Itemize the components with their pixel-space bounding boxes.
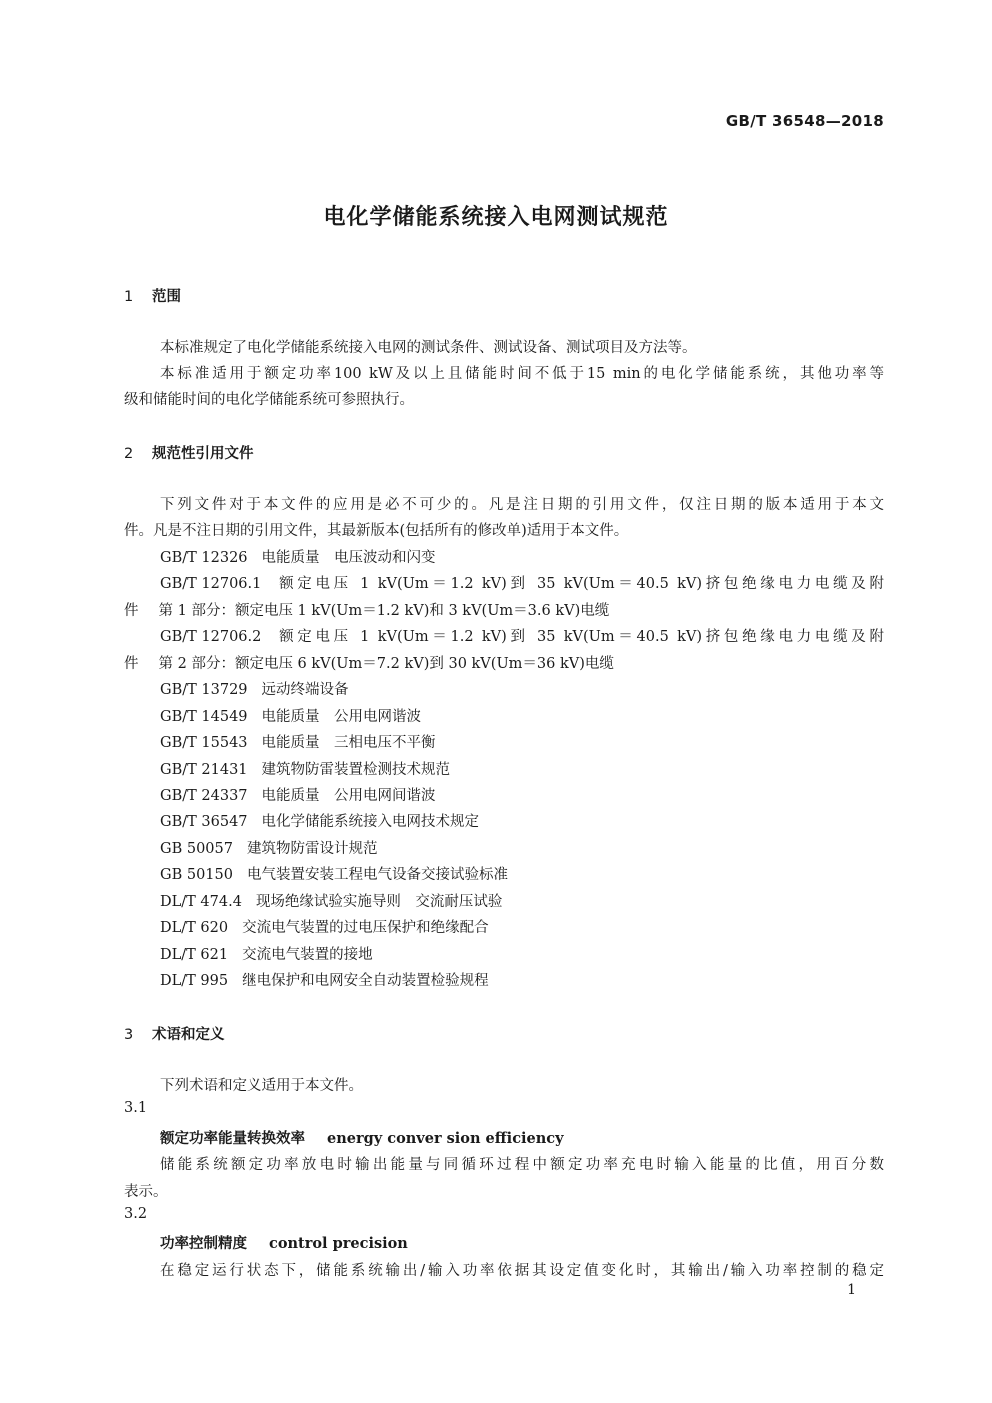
reference-code: GB/T 12706.1 [160, 576, 262, 592]
reference-code: GB/T 13729 [160, 682, 248, 698]
term-entry [160, 1127, 564, 1148]
reference-item [160, 546, 436, 567]
reference-code: GB/T 15543 [160, 735, 248, 751]
reference-title: 电能质量 电压波动和闪变 [261, 550, 436, 566]
section-title: 范围 [152, 289, 181, 305]
reference-item [160, 943, 373, 964]
reference-item [160, 784, 436, 805]
reference-code: GB/T 36547 [160, 814, 248, 830]
section-number: 1 [124, 289, 134, 305]
paragraph-line: 级和储能时间的电化学储能系统可参照执行。 [124, 392, 414, 408]
reference-item [160, 890, 502, 911]
paragraph-line: 储能系统额定功率放电时输出能量与同循环过程中额定功率充电时输入能量的比值，用百分数 [160, 1157, 884, 1173]
reference-title: 第 1 部分：额定电压 1 kV(Um＝1.2 kV)和 3 kV(Um＝3.6 kV)电缆 [158, 603, 610, 619]
reference-item [124, 599, 609, 620]
reference-title: 继电保护和电网安全自动装置检验规程 [242, 973, 489, 989]
reference-item [160, 572, 884, 593]
reference-item [160, 863, 508, 884]
reference-code: GB/T 24337 [160, 788, 248, 804]
reference-code: GB/T 21431 [160, 762, 248, 778]
reference-title: 交流电气装置的过电压保护和绝缘配合 [242, 920, 489, 936]
section-title: 术语和定义 [152, 1027, 225, 1043]
term-chinese: 额定功率能量转换效率 [160, 1131, 305, 1147]
reference-title: 第 2 部分：额定电压 6 kV(Um＝7.2 kV)到 30 kV(Um＝36 kV)电缆 [158, 656, 614, 672]
reference-item [160, 678, 349, 699]
reference-item [160, 705, 421, 726]
section-1-heading [124, 285, 181, 306]
reference-title: 额定电压 1 kV(Um＝1.2 kV)到 35 kV(Um＝40.5 kV)挤包绝缘电力电缆及附 [275, 629, 884, 645]
reference-title: 交流电气装置的接地 [242, 947, 373, 963]
page-number: 1 [847, 1282, 856, 1298]
reference-title: 建筑物防雷设计规范 [246, 841, 378, 857]
reference-item [160, 916, 489, 937]
reference-code: GB 50057 [160, 841, 233, 857]
reference-item [160, 969, 489, 990]
reference-title: 建筑物防雷装置检测技术规范 [261, 762, 451, 778]
reference-title: 额定电压 1 kV(Um＝1.2 kV)到 35 kV(Um＝40.5 kV)挤包绝缘电力电缆及附 [275, 576, 884, 592]
paragraph-line: 本标准适用于额定功率100 kW及以上且储能时间不低于15 min的电化学储能系统，其他功率等 [160, 366, 884, 382]
section-2-heading [124, 442, 254, 463]
reference-item [124, 652, 614, 673]
paragraph-line: 件。凡是不注日期的引用文件，其最新版本(包括所有的修改单)适用于本文件。 [124, 523, 629, 539]
clause-number: 3.1 [124, 1100, 148, 1116]
reference-title: 电能质量 公用电网谐波 [261, 709, 422, 725]
paragraph-line: 表示。 [124, 1184, 168, 1200]
reference-title: 电能质量 三相电压不平衡 [261, 735, 436, 751]
term-english: control precision [269, 1235, 408, 1252]
term-chinese: 功率控制精度 [160, 1236, 247, 1252]
reference-title: 现场绝缘试验实施导则 交流耐压试验 [255, 894, 503, 910]
paragraph-line: 下列术语和定义适用于本文件。 [160, 1078, 363, 1094]
reference-title: 电气装置安装工程电气设备交接试验标准 [246, 867, 508, 883]
section-number: 2 [124, 446, 134, 462]
reference-code: GB 50150 [160, 867, 233, 883]
reference-item [160, 625, 884, 646]
clause-number: 3.2 [124, 1206, 148, 1222]
section-3-heading [124, 1023, 225, 1044]
reference-code: 件 [124, 603, 139, 619]
reference-code: DL/T 995 [160, 973, 229, 989]
reference-item [160, 810, 479, 831]
reference-item [160, 731, 436, 752]
reference-code: DL/T 621 [160, 947, 229, 963]
section-title: 规范性引用文件 [152, 446, 254, 462]
standard-code: GB/T 36548—2018 [725, 112, 884, 130]
reference-code: GB/T 12326 [160, 550, 248, 566]
reference-title: 电化学储能系统接入电网技术规定 [261, 814, 480, 830]
paragraph-line: 本标准规定了电化学储能系统接入电网的测试条件、测试设备、测试项目及方法等。 [160, 340, 697, 356]
section-number: 3 [124, 1027, 134, 1043]
document-title: 电化学储能系统接入电网测试规范 [323, 205, 669, 230]
paragraph-line: 下列文件对于本文件的应用是必不可少的。凡是注日期的引用文件，仅注日期的版本适用于本文 [160, 497, 884, 513]
reference-code: 件 [124, 656, 139, 672]
reference-title: 远动终端设备 [261, 682, 349, 698]
reference-title: 电能质量 公用电网间谐波 [261, 788, 436, 804]
reference-code: GB/T 12706.2 [160, 629, 262, 645]
reference-item [160, 758, 450, 779]
reference-code: DL/T 620 [160, 920, 229, 936]
reference-code: DL/T 474.4 [160, 894, 242, 910]
term-english: energy conver sion efficiency [327, 1130, 564, 1147]
reference-code: GB/T 14549 [160, 709, 248, 725]
term-entry [160, 1232, 408, 1253]
paragraph-line: 在稳定运行状态下，储能系统输出/输入功率依据其设定值变化时，其输出/输入功率控制的稳定 [160, 1263, 884, 1279]
reference-item [160, 837, 377, 858]
